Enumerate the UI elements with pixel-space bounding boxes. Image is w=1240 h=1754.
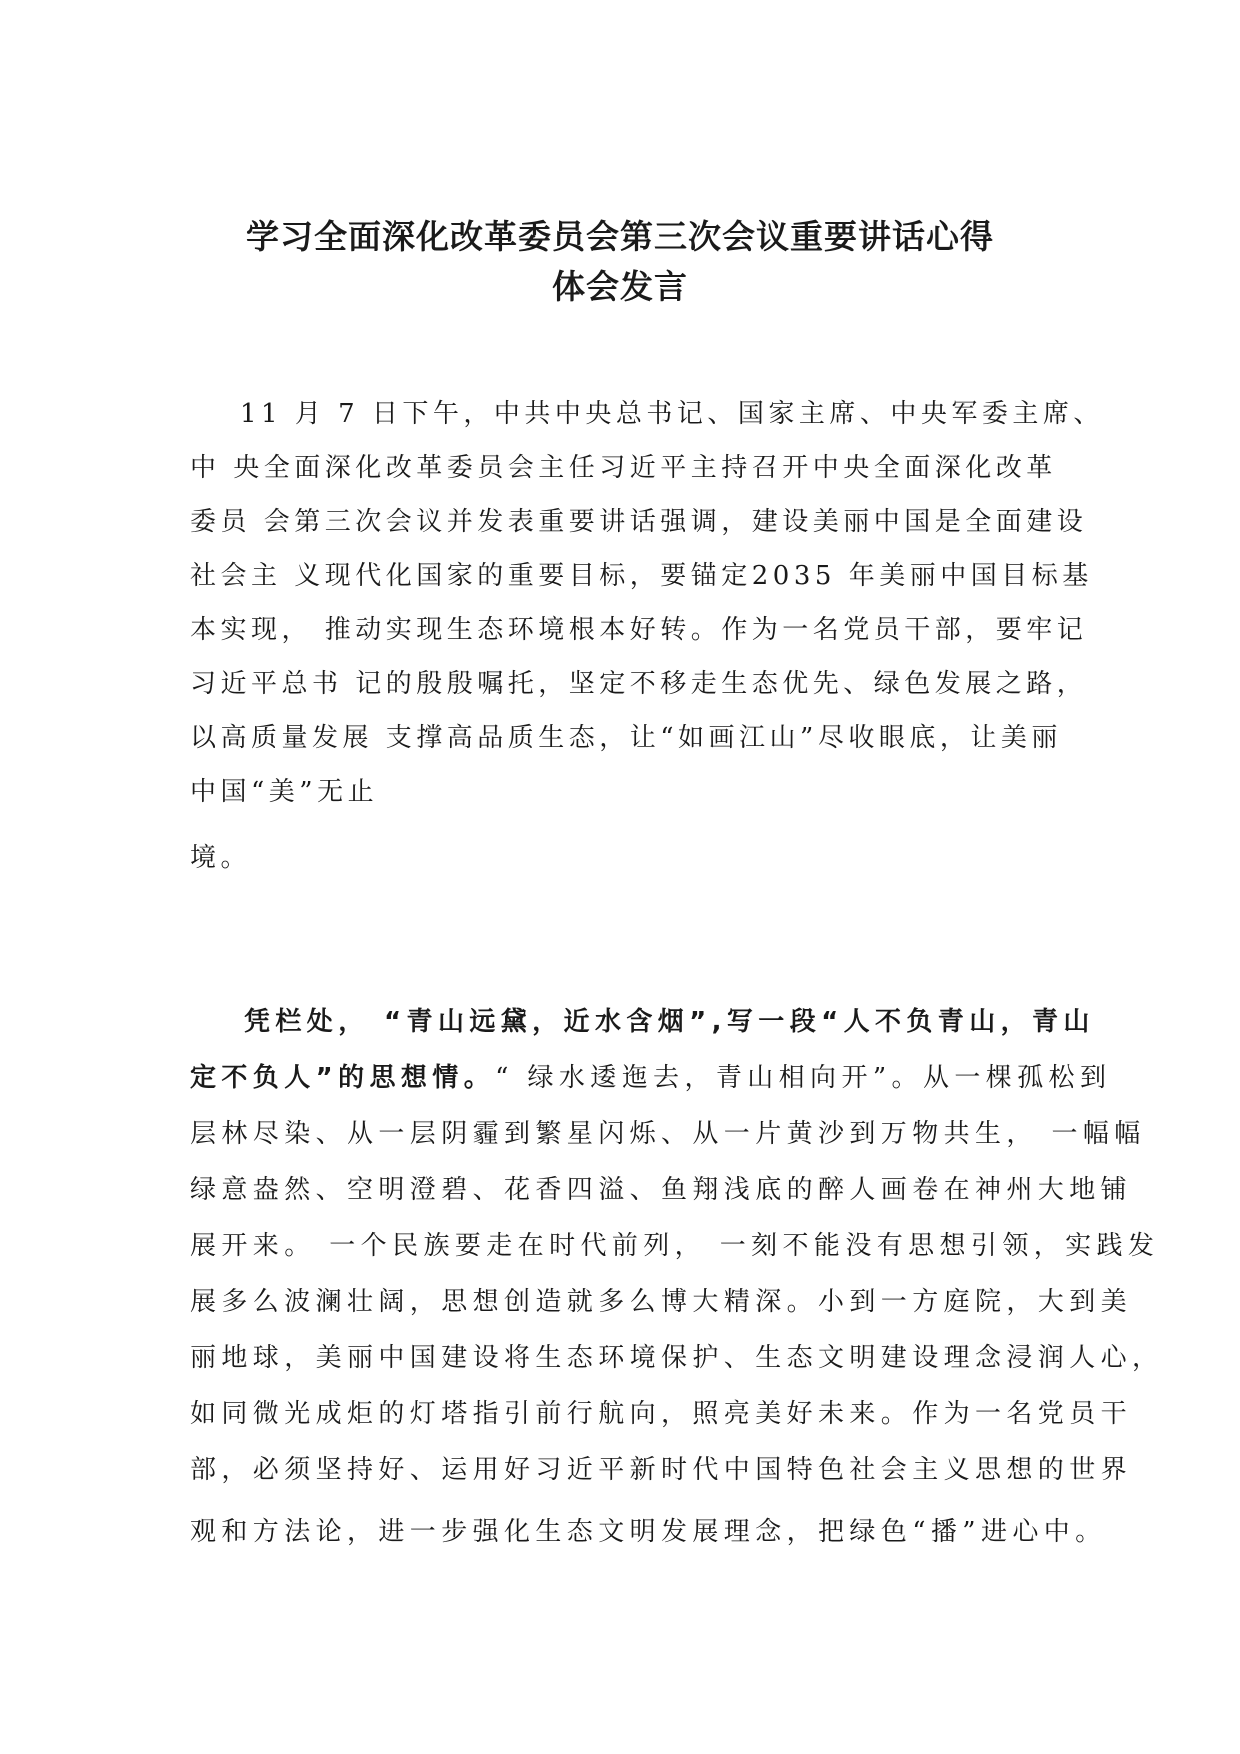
paragraph-1-line: 本实现， 推动实现生态环境根本好转。作为一名党员干部，要牢记 [190,615,1088,645]
paragraph-2-line: 如同微光成炬的灯塔指引前行航向，照亮美好未来。作为一名党员干 [190,1399,1133,1429]
paragraph-2-line: 层林尽染、从一层阴霾到繁星闪烁、从一片黄沙到万物共生， 一幅幅 [190,1119,1146,1149]
paragraph-2-line: 展多么波澜壮阔，思想创造就多么博大精深。小到一方庭院，大到美 [190,1287,1133,1317]
paragraph-2-line-mixed [190,1060,1111,1096]
paragraph-2-text: “ 绿水逶迤去，青山相向开”。从一棵孤松到 [495,1063,1112,1093]
paragraph-2-bold-text: 定不负人”的思想情。 [190,1063,496,1093]
paragraph-1-line: 中国“美”无止 [190,777,379,807]
paragraph-2-line: 丽地球，美丽中国建设将生态环境保护、生态文明建设理念浸润人心， [190,1343,1164,1373]
paragraph-2-line: 观和方法论，进一步强化生态文明发展理念，把绿色“播”进心中。 [190,1517,1107,1547]
paragraph-2-bold-line: 凭栏处， “青山远黛，近水含烟”,写一段“人不负青山，青山 [244,1007,1095,1037]
paragraph-1-line: 习近平总书 记的殷殷嘱托，坚定不移走生态优先、绿色发展之路， [190,669,1088,699]
paragraph-1-line: 社会主 义现代化国家的重要目标，要锚定2035 年美丽中国目标基 [190,561,1093,591]
paragraph-2-line: 绿意盎然、空明澄碧、花香四溢、鱼翔浅底的醉人画卷在神州大地铺 [190,1175,1133,1205]
title-line-2: 体会发言 [552,267,688,306]
paragraph-1-line: 委员 会第三次会议并发表重要讲话强调，建设美丽中国是全面建设 [190,507,1088,537]
title-line-1: 学习全面深化改革委员会第三次会议重要讲话心得 [246,217,994,256]
paragraph-1-line: 11 月 7 日下午，中共中央总书记、国家主席、中央军委主席、 [240,399,1104,429]
paragraph-2-line: 展开来。 一个民族要走在时代前列， 一刻不能没有思想引领，实践发 [190,1231,1160,1261]
paragraph-1-line: 中 央全面深化改革委员会主任习近平主持召开中央全面深化改革 [190,453,1057,483]
paragraph-2-line: 部，必须坚持好、运用好习近平新时代中国特色社会主义思想的世界 [190,1455,1133,1485]
paragraph-1-line: 以高质量发展 支撑高品质生态，让“如画江山”尽收眼底，让美丽 [190,723,1062,753]
paragraph-1-line: 境。 [190,843,252,873]
document-title [170,212,1070,312]
